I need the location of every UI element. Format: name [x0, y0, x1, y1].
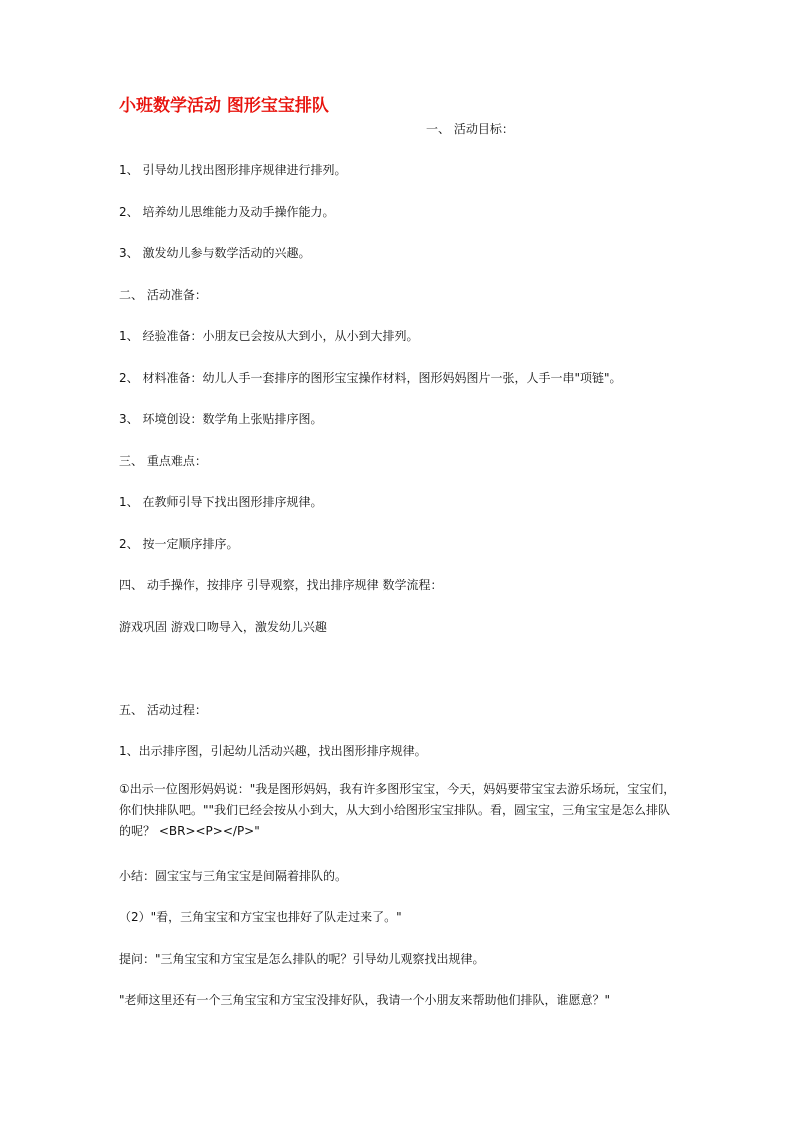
- process-item: "老师这里还有一个三角宝宝和方宝宝没排好队，我请一个小朋友来帮助他们排队，谁愿意？": [119, 993, 611, 1007]
- goal-item: 1、 引导幼儿找出图形排序规律进行排列。: [119, 163, 347, 177]
- key-item: 2、 按一定顺序排序。: [119, 537, 239, 551]
- flow-text: 游戏巩固 游戏口吻导入，激发幼儿兴趣: [119, 620, 327, 634]
- key-item: 1、 在教师引导下找出图形排序规律。: [119, 495, 323, 509]
- section-heading-key-points: 三、 重点难点：: [119, 454, 207, 468]
- process-item: （2）"看，三角宝宝和方宝宝也排好了队走过来了。": [119, 910, 402, 924]
- goal-item: 3、 激发幼儿参与数学活动的兴趣。: [119, 246, 311, 260]
- document-title: 小班数学活动 图形宝宝排队: [119, 96, 329, 116]
- section-heading-operation: 四、 动手操作，按排序 引导观察，找出排序规律 数学流程：: [119, 578, 443, 592]
- process-paragraph: ①出示一位图形妈妈说："我是图形妈妈，我有许多图形宝宝，今天，妈妈要带宝宝去游乐场玩，宝宝们，你们快排队吧。""我们已经会按从小到大，从大到小给图形宝宝排队。看，圆宝宝，三角宝宝是怎么排队的呢？ <BR><P></P>": [119, 782, 676, 838]
- prep-item: 3、 环境创设：数学角上张贴排序图。: [119, 412, 323, 426]
- section-heading-goals: 一、 活动目标：: [426, 122, 514, 136]
- section-heading-preparation: 二、 活动准备：: [119, 288, 207, 302]
- process-item: 提问："三角宝宝和方宝宝是怎么排队的呢？引导幼儿观察找出规律。: [119, 952, 485, 966]
- process-item: 1、出示排序图，引起幼儿活动兴趣，找出图形排序规律。: [119, 744, 427, 758]
- goal-item: 2、 培养幼儿思维能力及动手操作能力。: [119, 205, 335, 219]
- prep-item: 2、 材料准备：幼儿人手一套排序的图形宝宝操作材料，图形妈妈图片一张，人手一串"项链"。: [119, 371, 622, 385]
- process-item: 小结：圆宝宝与三角宝宝是间隔着排队的。: [119, 869, 348, 883]
- prep-item: 1、 经验准备：小朋友已会按从大到小，从小到大排列。: [119, 329, 419, 343]
- section-heading-process: 五、 活动过程：: [119, 703, 207, 717]
